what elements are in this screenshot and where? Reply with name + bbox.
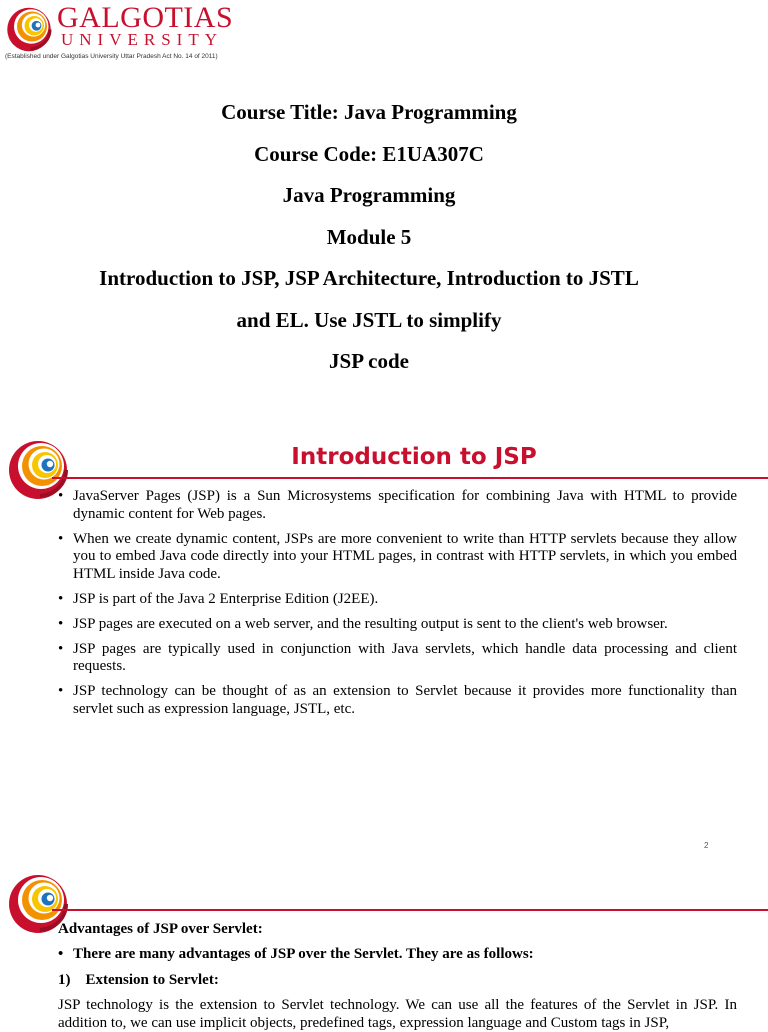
module-topic-line-2: and EL. Use JSTL to simplify xyxy=(236,307,502,332)
bullet-item: • There are many advantages of JSP over the Servlet. They are as follows: xyxy=(58,946,737,964)
advantages-title: Advantages of JSP over Servlet: xyxy=(58,921,263,937)
bullet-item: • When we create dynamic content, JSPs are more convenient to write than HTTP servlets because they allow you to embed Java code directly into your HTML pages, in contrast with HTTP servlets, in which you embed HTML inside Java code. xyxy=(58,531,737,584)
module-topic-line-1: Introduction to JSP, JSP Architecture, Introduction to JSTL xyxy=(99,266,639,290)
heading-divider xyxy=(52,477,768,479)
advantage-item-heading: 1) Extension to Servlet: xyxy=(58,972,219,988)
title-slide xyxy=(0,0,768,420)
slide-heading: Introduction to JSP xyxy=(291,444,537,470)
university-swirl-icon xyxy=(5,4,53,52)
logo-established-note: (Established under Galgotias University Uttar Pradesh Act No. 14 of 2011) xyxy=(5,53,218,60)
bullet-item: • JSP technology can be thought of as an extension to Servlet because it provides more functionality than servlet such as expression language, JSTL, etc. xyxy=(58,683,737,718)
bullet-item: • JavaServer Pages (JSP) is a Sun Microsystems specification for combining Java with HTML to provide dynamic content for Web pages. xyxy=(58,488,737,523)
advantage-paragraph: JSP technology is the extension to Servlet technology. We can use all the features of the Servlet in JSP. In addition to, we can use implicit objects, predefined tags, expression language and Custom tags in JSP, xyxy=(58,997,737,1031)
course-title: Course Title: Java Programming xyxy=(221,100,517,124)
advantages-slide xyxy=(0,864,768,1031)
page-number: 2 xyxy=(704,841,709,850)
course-name: Java Programming xyxy=(282,183,456,207)
bullet-item: • JSP pages are typically used in conjunction with Java servlets, which handle data processing and client requests. xyxy=(58,641,737,676)
advantages-bullet-list xyxy=(58,946,737,971)
module-topic-line-3: JSP code xyxy=(329,349,409,373)
logo-name: GALGOTIAS xyxy=(57,1,234,34)
bullet-item: • JSP is part of the Java 2 Enterprise Edition (J2EE). xyxy=(58,591,737,609)
heading-divider xyxy=(52,909,768,911)
course-title-block xyxy=(0,92,738,383)
intro-bullet-list xyxy=(58,488,737,726)
module-number: Module 5 xyxy=(326,224,412,249)
logo-subtitle: UNIVERSITY xyxy=(61,30,223,49)
intro-slide xyxy=(0,430,768,860)
bullet-item: • JSP pages are executed on a web server, and the resulting output is sent to the client's web browser. xyxy=(58,616,737,634)
university-logo xyxy=(5,2,245,64)
course-code: Course Code: E1UA307C xyxy=(254,141,484,166)
